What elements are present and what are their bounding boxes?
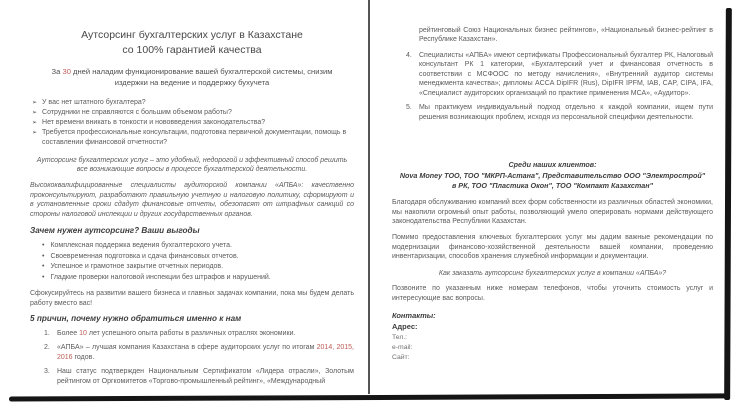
reason-text: [57, 343, 354, 362]
page-edge-bottom: [9, 393, 730, 401]
reasons-list: [30, 329, 354, 386]
reason-number: 4.: [406, 51, 412, 59]
site-label: Сайт:: [392, 353, 410, 361]
list-item-text: Комплексная поддержка ведения бухгалтерского учета.: [50, 242, 232, 250]
reason-accent: 2014, 2015, 2016: [57, 344, 354, 361]
reason-item: [406, 103, 713, 122]
dot-bullet-icon: •: [42, 273, 45, 281]
list-item-text: Успешное и грамотное закрытие отчетных периодов.: [50, 263, 224, 271]
reason-item: [406, 51, 713, 98]
phone-label: Тел.:: [392, 333, 408, 341]
clients-heading: Среди наших клиентов:: [508, 159, 597, 169]
reason-text-part: годов.: [72, 353, 95, 361]
reason-text: Специалисты «АПБА» имеют сертификаты Профессиональный бухгалтер РК, Налоговый консультант РК 1 категории, «Бухгалтерский учет и финансовая отчетность в соответствии с МСФООС по методу начисления», «Внутренний аудитор системы менеджмента качества»; дипломы ACCA DipIFR (Rus), DipIFR IPFM, IAB, CAP, CIPA, IFA, «Специалист аудиторских организаций по практике применения МСА», «Аудитор».: [419, 51, 713, 97]
intro-paragraph: Аутсорсинг бухгалтерских услуг – это удобный, недорогой и эффективный способ решить все возникающие вопросы в процессе бухгалтерской деятельности.: [36, 156, 348, 173]
list-item: [32, 98, 354, 108]
reason-text: Мы практикуем индивидуальный подход отдельно к каждой компании, ищем пути решения возникающих проблем, исходя из персональной специфики деятельности.: [419, 104, 713, 121]
list-item-text: Требуется профессиональные консультации, подготовка первичной документации, помощь в составлении финансовой отчетности?: [42, 129, 347, 147]
recommendations-paragraph: Помимо предоставления ключевых бухгалтерских услуг мы дадим важные рекомендации по модернизации финансово-хозяйственной деятельности вашей компании, проведению инвентаризации, способов хранения служебной информации и документации.: [392, 234, 713, 261]
reason-number: 5.: [406, 104, 412, 112]
benefits-list: [42, 241, 354, 283]
experience-paragraph: Благодаря обслуживанию компаний всех форм собственности из различных областей экономики, мы накопили огромный опыт работы, позволяющий умело оперировать нормами действующего законодательства Республики Казахстан.: [392, 199, 713, 225]
arrow-bullet-icon: ➢: [32, 99, 38, 106]
contacts-block: [392, 310, 713, 363]
clients-names: [392, 171, 713, 191]
reason-number: 1.: [44, 330, 50, 338]
focus-paragraph: Сфокусируйтесь на развитии вашего бизнеса и главных задачах компании, пока мы будем делать работу вместо вас!: [30, 290, 354, 307]
reason-item: [44, 367, 354, 386]
title-line-1: Аутсорсинг бухгалтерских услуг в Казахстане: [81, 29, 303, 41]
spacer: [392, 127, 713, 160]
list-item: [42, 252, 354, 263]
reason-item: [44, 343, 354, 362]
reason-text-part: «АПБА» – лучшая компания Казахстана в сфере аудиторских услуг по итогам: [57, 344, 317, 352]
arrow-bullet-icon: ➢: [32, 130, 38, 137]
page-1: [14, 0, 366, 394]
reason-item: [44, 329, 354, 338]
arrow-bullet-icon: ➢: [32, 120, 38, 127]
pain-points-list: [32, 98, 354, 149]
list-item: [42, 241, 354, 252]
list-item-text: У вас нет штатного бухгалтера?: [42, 98, 146, 106]
list-item: [32, 128, 354, 148]
contacts-heading: Контакты:: [392, 311, 436, 321]
list-item: [32, 108, 354, 118]
reason-accent: 10: [79, 330, 87, 338]
clients-line-1: Nova Money ТОО, ТОО "МКРП-Астана", Представительство ООО "Электрострой": [399, 170, 706, 180]
reason-number: 3.: [44, 368, 50, 376]
arrow-bullet-icon: ➢: [32, 109, 38, 116]
reason-number: 2.: [44, 344, 50, 352]
list-item: [32, 118, 354, 128]
clients-line-2: в РК, ТОО "Пластика Окон", ТОО "Компакт Казахстан": [451, 181, 654, 191]
reason-text-part: лет успешного опыта работы в различных отраслях экономики.: [86, 330, 296, 338]
benefits-heading: Зачем нужен аутсорсинг? Ваши выгоды: [30, 226, 200, 236]
address-label: Адрес:: [392, 322, 418, 332]
page-2: [372, 0, 723, 394]
subtitle-text: За: [51, 67, 63, 77]
list-item: [42, 262, 354, 273]
dot-bullet-icon: •: [42, 263, 45, 271]
reason-text: Наш статус подтвержден Национальным Сертификатом «Лидера отрасли», Золотым рейтингом от Оргкомитетов «Торгово-промышленный рейтинг», «Международный: [57, 368, 354, 385]
list-item-text: Сотрудники не справляются с большим объемом работы?: [42, 108, 232, 116]
subtitle-text: дней наладим функционирование вашей бухгалтерской системы, снизим издержки на ведение и поддержку бухучета: [70, 67, 333, 88]
reasons-heading: 5 причин, почему нужно обратиться именно к нам: [30, 314, 242, 324]
order-question: Как заказать аутсорсинг бухгалтерских услуг в компании «АПБА»?: [438, 269, 667, 277]
specialists-paragraph: Высококвалифицированные специалисты аудиторской компании «АПБА»: качественно проконсультируют, разработают правильную учетную и налоговую политику, сформируют и в установленные сроки сдадут финансовые отчеты, обезопасят от штрафных санкций со стороны налоговой инспекции и других государственных органов.: [30, 182, 354, 218]
page-divider: [368, 0, 370, 394]
reason-text: [57, 329, 354, 338]
document-title: [30, 28, 354, 58]
reason-text-part: Более: [57, 330, 80, 338]
dot-bullet-icon: •: [42, 252, 45, 260]
page-edge-right: [724, 8, 732, 400]
subtitle-accent-number: 30: [62, 67, 71, 77]
email-label: e-mail:: [392, 343, 413, 351]
list-item: [42, 273, 354, 284]
title-line-2: со 100% гарантией качества: [122, 44, 262, 57]
list-item-text: Гладкие проверки налоговой инспекции без штрафов и нарушений.: [50, 273, 271, 281]
continuation-paragraph: рейтинговый Союз Национальных бизнес рейтингов», «Национальный бизнес-рейтинг в Республике Казахстан».: [419, 27, 713, 44]
list-item-text: Своевременная подготовка и сдача финансовых отчетов.: [50, 252, 239, 260]
subtitle: [34, 67, 350, 88]
call-to-action: Позвоните по указанным ниже номерам телефонов, чтобы уточнить стоимость услуг и интересующие вас вопросы.: [392, 285, 713, 302]
list-item-text: Нет времени вникать в тонкости и нововведения законодательства?: [42, 119, 266, 127]
dot-bullet-icon: •: [42, 242, 45, 250]
